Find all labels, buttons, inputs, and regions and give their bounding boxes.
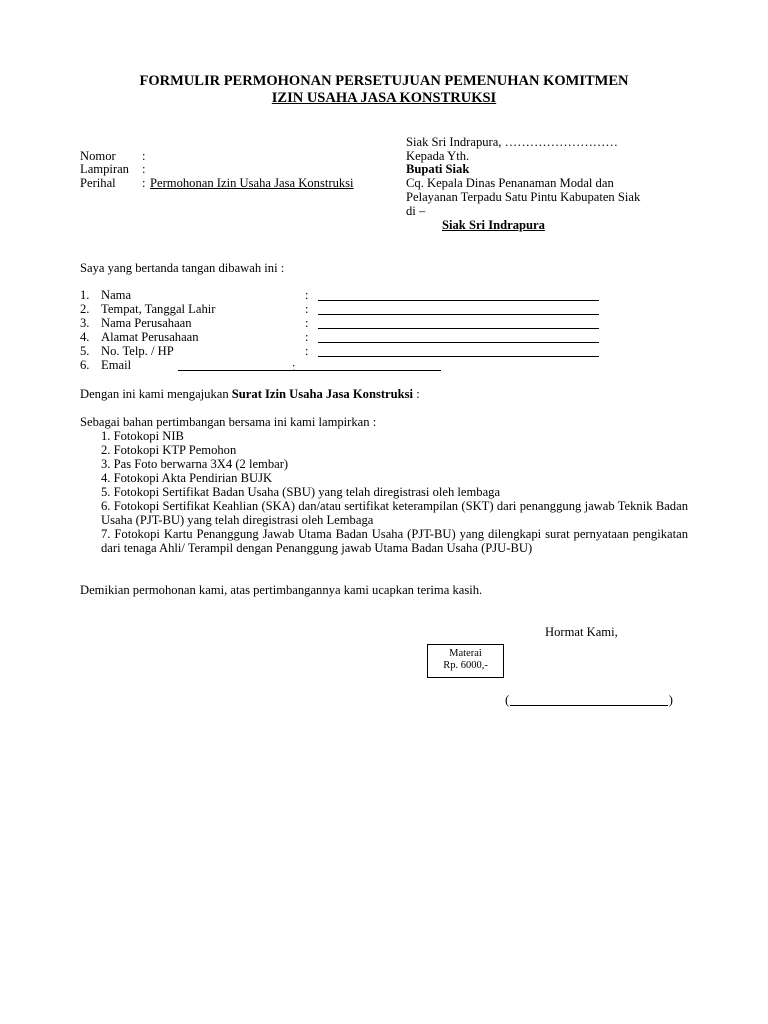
nomor-colon: : [142,149,146,163]
field-line-alamat[interactable] [318,342,599,343]
paren-open: ( [505,692,510,707]
request-prefix: Dengan ini kami mengajukan [80,387,232,401]
field-colon: : [305,288,309,302]
attachment-item: 6. Fotokopi Sertifikat Keahlian (SKA) dan/atau sertifikat keterampilan (SKT) dari penanggung jawab Teknik Badan Usaha (PJT-BU) yang telah diregistrasi oleh Lembaga [101,499,688,527]
kepada-label: Kepada Yth. [406,149,470,163]
field-line-ttl[interactable] [318,314,599,315]
attachment-item: 3. Pas Foto berwarna 3X4 (2 lembar) [101,457,289,471]
nomor-label: Nomor [80,149,116,163]
perihal-colon: : [142,176,146,190]
recipient: Bupati Siak [406,162,470,176]
field-line-nama-perusahaan[interactable] [318,328,599,329]
cq-line2: Pelayanan Terpadu Satu Pintu Kabupaten Siak [406,190,641,204]
field-label-telp: No. Telp. / HP [101,344,174,358]
field-colon: : [292,360,296,374]
attachment-item: 7. Fotokopi Kartu Penanggung Jawab Utama Badan Usaha (PJT-BU) yang dilengkapi surat pernyataan pengikatan dari tenaga Ahli/ Terampil dengan Penanggung jawab Utama Badan Usaha (PJU-BU) [101,527,688,555]
field-line-email[interactable] [178,370,441,371]
field-label-ttl: Tempat, Tanggal Lahir [101,302,216,316]
form-title-line2 [0,91,768,105]
perihal-label: Perihal [80,176,116,190]
form-title-line1: FORMULIR PERMOHONAN PERSETUJUAN PEMENUHAN KOMITMEN [139,73,629,89]
form-title-line2-text: IZIN USAHA JASA KONSTRUKSI [271,90,497,106]
field-colon: : [305,316,309,330]
perihal-value: Permohonan Izin Usaha Jasa Konstruksi [150,176,354,190]
field-line-telp[interactable] [318,356,599,357]
closing-greeting: Hormat Kami, [545,625,618,639]
lampiran-colon: : [142,162,146,176]
request-suffix: : [413,387,420,401]
request-permit-name: Surat Izin Usaha Jasa Konstruksi [231,387,414,401]
attachment-item: 5. Fotokopi Sertifikat Badan Usaha (SBU) yang telah diregistrasi oleh lembaga [101,485,501,499]
signature-line[interactable] [505,693,673,707]
attachment-item: 1. Fotokopi NIB [101,429,184,443]
stamp-label: Materai [449,648,482,659]
closing-text: Demikian permohonan kami, atas pertimbangannya kami ucapkan terima kasih. [80,583,483,597]
stamp-box [427,644,504,678]
field-label-email: Email [101,358,132,372]
field-num: 1. [80,288,90,302]
stamp-amount: Rp. 6000,- [443,660,488,671]
field-num: 4. [80,330,90,344]
field-colon: : [305,330,309,344]
paren-close: ) [668,692,673,707]
field-num: 2. [80,302,90,316]
di-label: di – [406,204,426,218]
field-label-nama: Nama [101,288,132,302]
field-colon: : [305,302,309,316]
field-num: 6. [80,358,90,372]
field-colon: : [305,344,309,358]
signature-underline [510,705,668,706]
field-num: 5. [80,344,90,358]
attachment-item: 2. Fotokopi KTP Pemohon [101,443,237,457]
destination-city: Siak Sri Indrapura [442,218,545,232]
attachments-intro: Sebagai bahan pertimbangan bersama ini kami lampirkan : [80,415,377,429]
cq-line1: Cq. Kepala Dinas Penanaman Modal dan [406,176,614,190]
intro-text: Saya yang bertanda tangan dibawah ini : [80,261,285,275]
attachment-item: 4. Fotokopi Akta Pendirian BUJK [101,471,273,485]
place-date: Siak Sri Indrapura, ……………………… [406,135,618,149]
field-num: 3. [80,316,90,330]
request-text [80,387,420,401]
field-line-nama[interactable] [318,300,599,301]
field-label-alamat: Alamat Perusahaan [101,330,199,344]
field-label-nama-perusahaan: Nama Perusahaan [101,316,192,330]
lampiran-label: Lampiran [80,162,129,176]
